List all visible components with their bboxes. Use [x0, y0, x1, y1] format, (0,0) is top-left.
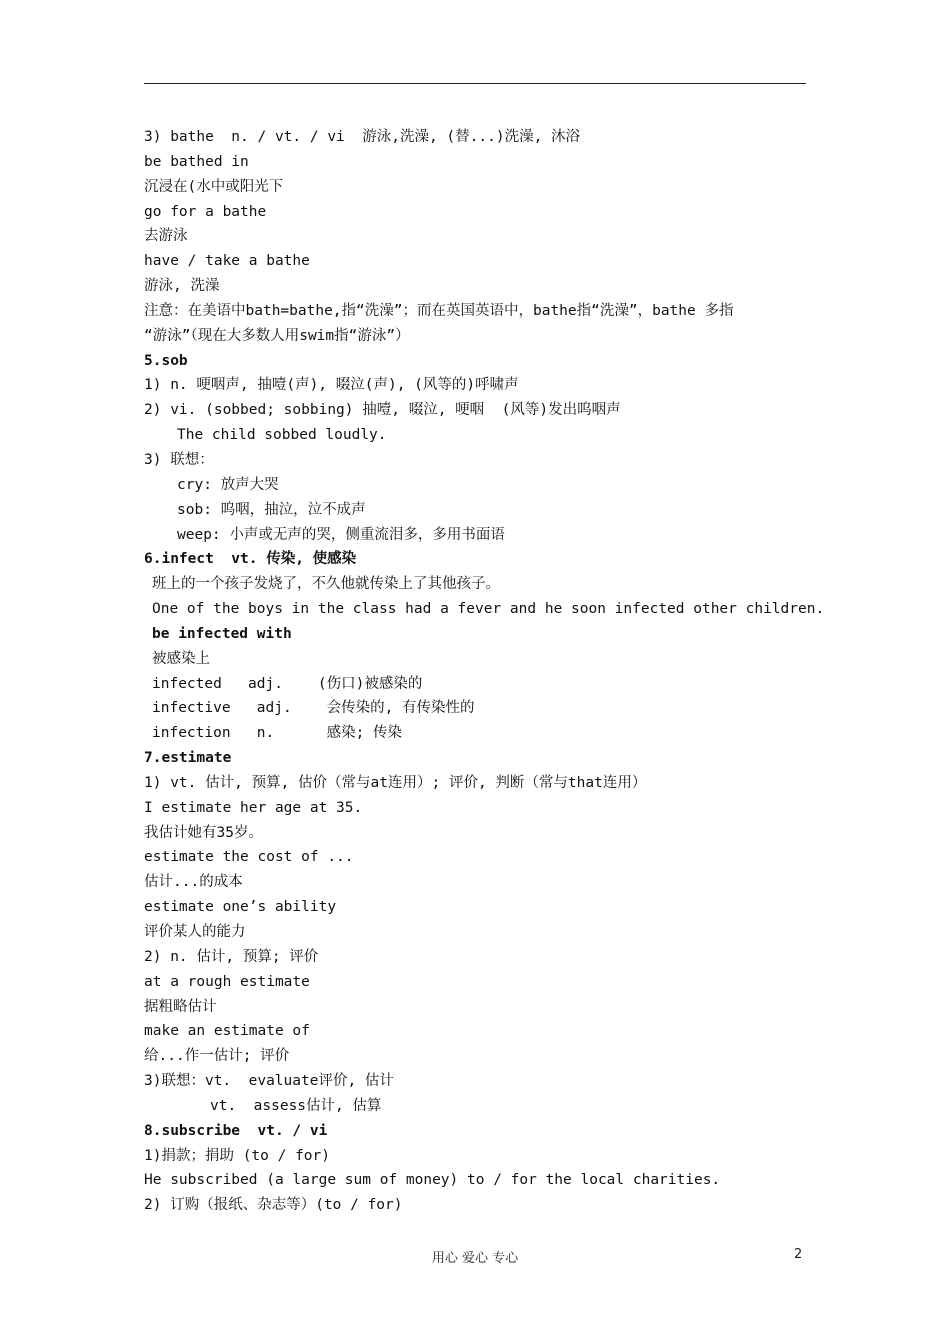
text-line: go for a bathe	[144, 203, 267, 220]
text-line: 班上的一个孩子发烧了，不久他就传染上了其他孩子。	[152, 576, 500, 593]
text-line: 1) n. 哽咽声, 抽噎(声), 啜泣(声), (风等的)呼啸声	[144, 377, 519, 394]
text-line: 注意：在美语中bath=bathe,指“洗澡”；而在英国英语中，bathe指“洗澡”，bathe 多指	[144, 302, 734, 319]
text-line: I estimate her age at 35.	[144, 799, 363, 816]
text-line: vt. assess估计, 估算	[210, 1097, 382, 1114]
text-line: The child sobbed loudly.	[177, 427, 387, 444]
page-number: 2	[794, 1247, 803, 1262]
text-line: 2) 订购（报纸、杂志等）(to / for)	[144, 1197, 403, 1214]
section-heading: 7.estimate	[144, 750, 232, 767]
text-line: One of the boys in the class had a fever and he soon infected other children.	[152, 601, 825, 618]
text-line: 据粗略估计	[144, 998, 217, 1015]
text-line: estimate the cost of ...	[144, 849, 354, 866]
text-line: be bathed in	[144, 153, 249, 170]
text-line: weep: 小声或无声的哭，侧重流泪多，多用书面语	[177, 526, 505, 543]
text-line: 1) vt. 估计, 预算, 估价（常与at连用）; 评价, 判断（常与that连用）	[144, 774, 647, 791]
section-heading: be infected with	[152, 625, 292, 642]
text-line: 2) n. 估计, 预算; 评价	[144, 948, 319, 965]
text-line: 估计...的成本	[144, 874, 243, 891]
text-line: cry: 放声大哭	[177, 476, 279, 493]
text-line: 给...作一估计; 评价	[144, 1048, 290, 1065]
footer-motto: 用心 爱心 专心	[431, 1251, 519, 1266]
section-heading: 5.sob	[144, 352, 188, 369]
section-heading: 6.infect vt. 传染, 使感染	[144, 551, 357, 568]
text-line: 1)捐款；捐助 (to / for)	[144, 1147, 330, 1164]
text-line: sob: 呜咽，抽泣，泣不成声	[177, 501, 366, 518]
text-line: at a rough estimate	[144, 973, 310, 990]
text-line: 我估计她有35岁。	[144, 824, 263, 841]
text-line: infective adj. 会传染的, 有传染性的	[152, 700, 475, 717]
text-line: 3) 联想：	[144, 451, 214, 468]
section-heading: 8.subscribe vt. / vi	[144, 1122, 328, 1139]
text-line: He subscribed (a large sum of money) to / for the local charities.	[144, 1172, 721, 1189]
text-line: 游泳, 洗澡	[144, 278, 220, 295]
text-line: 沉浸在(水中或阳光下	[144, 178, 284, 195]
text-line: 被感染上	[152, 650, 210, 667]
header-rule	[144, 83, 806, 84]
text-line: make an estimate of	[144, 1023, 310, 1040]
text-line: 评价某人的能力	[144, 924, 246, 940]
document-body	[144, 125, 834, 1218]
text-line: “游泳”（现在大多数人用swim指“游泳”）	[144, 327, 410, 344]
text-line: 3)联想：vt. evaluate评价, 估计	[144, 1073, 394, 1090]
text-line: 3) bathe n. / vt. / vi 游泳,洗澡, (替...)洗澡, 沐浴	[144, 129, 581, 145]
text-line: have / take a bathe	[144, 253, 310, 270]
text-line: estimate one’s ability	[144, 899, 337, 916]
text-line: infected adj. (伤口)被感染的	[152, 675, 423, 692]
text-line: infection n. 感染; 传染	[152, 725, 403, 742]
text-line: 2) vi. (sobbed; sobbing) 抽噎, 啜泣, 哽咽 (风等)发出呜咽声	[144, 402, 621, 419]
text-line: 去游泳	[144, 228, 188, 245]
